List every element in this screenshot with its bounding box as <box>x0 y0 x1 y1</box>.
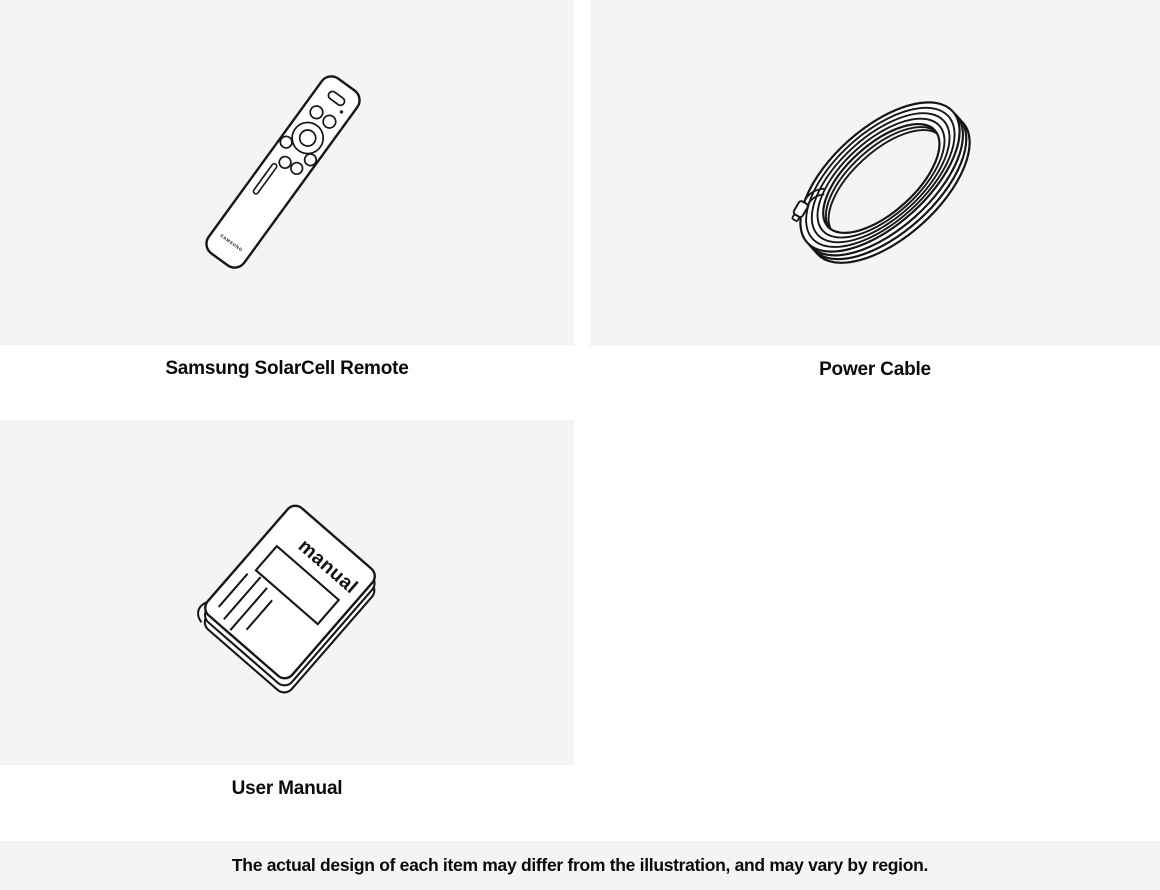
label-solarcell-remote: Samsung SolarCell Remote <box>165 358 409 379</box>
label-user-manual: User Manual <box>231 778 343 799</box>
manual-cover-text: manual <box>293 534 363 599</box>
power-cable-icon <box>590 0 1160 346</box>
footer-note-bar <box>0 841 1160 890</box>
panel-power-cable <box>590 0 1160 346</box>
solarcell-remote-icon <box>0 0 574 345</box>
footer-note-text: The actual design of each item may differ from the illustration, and may vary by region. <box>231 855 929 875</box>
panel-user-manual <box>0 420 574 765</box>
user-manual-icon <box>0 420 574 765</box>
panel-solarcell-remote <box>0 0 574 345</box>
label-power-cable: Power Cable <box>819 359 931 380</box>
remote-brand-text: SAMSUNG <box>219 232 244 253</box>
